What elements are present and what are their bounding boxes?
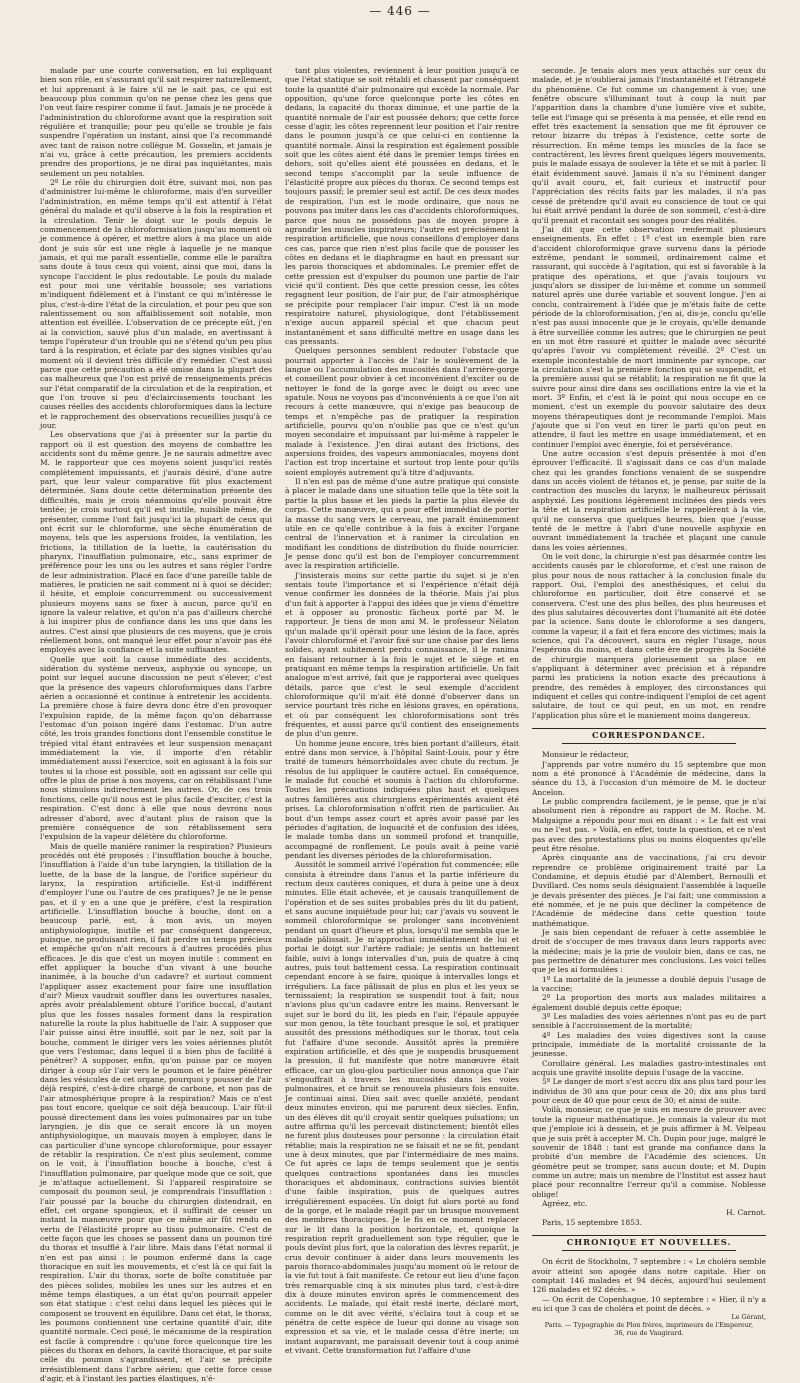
paragraph: Un homme jeune encore, très bien portant d'ailleurs, était entré dans mon service, à l'hôpital Saint-Louis, pour y être traité de tumeurs hémorrhoïdales avec chute du rectum. Je résolus de lui appliquer le cautère actuel. En conséquence, le malade fut couché et soumis à l'action du chloroforme. Toutes les précautions indiquées plus haut et quelques autres familières aux chirurgiens expérimentés avaient été prises. La chloroformisation n'offrit rien de particulier. Au bout d'un temps assez court et après avoir passé par les périodes d'agitation, de loquacité et de confusion des idées, le malade tomba dans un sommeil profond et tranquille, accompagné de ronflement. Le pouls avait à peine varié pendant les diverses périodes de la chloroformisation. xyxy=(285,738,519,860)
news-heading: CHRONIQUE ET NOUVELLES. xyxy=(566,1236,732,1247)
paragraph: On écrit de Stockholm, 7 septembre : « Le choléra semble avoir atteint son apogée dans notre capitale. Hier on comptait 146 malades et 94 décès, aujourd'hui seulement 126 malades et 92 décès. » xyxy=(532,1257,766,1295)
paragraph: tant plus violentes, reviennent à leur position jusqu'à ce que l'état statique se soit rétabli et chassent par conséquent toute la quantité d'air pulmonaire qui excède la normale. Par opposition, qu'une force quelconque porte les côtes en dedans, la capacité du thorax diminue, et une partie de la quantité normale de l'air est poussée dehors; que cette force cesse d'agir, les côtes reprennent leur position et l'air rentre dans le poumon jusqu'à ce que celui-ci en contienne la quantité normale. Ainsi la respiration est également possible soit que les côtes aient été dans le premier temps tirées en dehors, soit qu'elles aient été poussées en dedans, et le second temps s'accomplit par la seule influence de l'élasticité propre aux pièces du thorax. Ce second temps est toujours passif; le premier seul est actif. De ces deux modes de respiration, l'un est le mode ordinaire, que nous ne pouvons pas imiter dans les cas d'accidents chloroformiques, parce que nous ne possédons pas de moyen propre à agrandir les muscles inspirateurs; l'autre est précisément la respiration artificielle, que nous conseillons d'employer dans ces cas, parce que rien n'est plus facile que de pousser les côtes en dedans et le diaphragme en haut en pressant sur les parois thoraciques et abdominales. Le premier effet de cette pression est d'expulser du poumon une partie de l'air vicié qu'il contient. Dès que cette pression cesse, les côtes regagnent leur position, de l'air pur, de l'air atmosphérique se précipite pour remplacer l'air impur. C'est là un mode respiratoire naturel, physiologique, dont l'établissement n'exige aucun appareil spécial et que chacun peut instantanément et sans difficulté mettre en usage dans les cas pressants. xyxy=(285,66,519,346)
paragraph: On le voit donc, la chirurgie n'est pas désarmée contre les accidents causés par le chloroforme, et c'est une raison de plus pour nous de nous rattacher à la conclusion finale du rapport. Oui, l'emploi des anesthésiques, et celui du chloroforme en particulier, doit être conservé et se conservera. C'est une des plus belles, des plus heureuses et des plus salutaires découvertes dont l'humanité ait été dotée par la science. Sans doute le chloroforme a ses dangers, comme la vapeur, il a fait et fera encore des victimes; mais la science, qui l'a découvert, saura en régler l'usage, nous l'espérons du moins, et dans cette ère de progrès la Société de chirurgie marquera glorieusement sa place en s'appliquant à déterminer avec précision et à répandre parmi les praticiens la notion exacte des précautions à prendre, des remèdes à employer, des circonstances qui indiquent et celles qui contre-indiquent l'emploi de cet agent salutaire, de tout ce qui peut, en un mot, en rendre l'application plus sûre et le maniement moins dangereux. xyxy=(532,551,766,720)
column-left xyxy=(40,66,272,1383)
paragraph: J'apprends par votre numéro du 15 septembre que mon nom a été prononcé à l'Académie de médecine, dans la séance du 13, à l'occasion d'un mémoire de M. le docteur Ancelon. xyxy=(532,759,766,797)
paragraph: Aussitôt le sommeil arrivé l'opération fut commencée; elle consista à étreindre dans l'anus et la partie inférieure du rectum deux cautères coniques, et dura à peine une à deux minutes. Elle était achevée, et je causais tranquillement de l'opération et de ses suites probables près du lit du patient, et sans aucune inquiétude pour lui; car j'avais vu souvent le sommeil chloroformique se prolonger sans inconvénient pendant un quart d'heure et plus, lorsqu'il me sembla que le malade pâlissait. Je m'approchai immédiatement de lui et portai le doigt sur l'artère radiale; je sentis un battement faible, suivi à longs intervalles d'un, puis de quatre à cinq autres, puis tout battement cessa. La respiration continuait cependant encore à se faire, quoique à intervalles longs et irréguliers. La face pâlissait de plus en plus et les yeux se ternissaient; la respiration se suspendit tout à fait; nous n'avions plus qu'un cadavre entre les mains. Renversant le sujet sur le bord du lit, les pieds en l'air, l'épaule appuyée sur mon genou, la tête touchant presque le sol, et pratiquer aussitôt des pressions méthodiques sur le thorax, tout cela fut l'affaire d'une seconde. Aussitôt après la première expiration artificielle, et dès que je suspendis brusquement la pression, il fut manifeste que notre manœuvre était efficace, car un glou-glou particulier nous annonça que l'air s'engouffrait à travers les mucosités dans les voies pulmonaires, et ce bruit se renouvela plusieurs fois ensuite. Je continuai ainsi. Dieu sait avec quelle anxiété, pendant deux minutes environ, qui me parurent deux siècles. Enfin, un des élèves dit qu'il croyait sentir quelques pulsations; un autre affirma qu'il les percevait distinctement; bientôt elles ne furent plus douteuses pour personne : la circulation était rétablie; mais la respiration ne se faisait et ne se fit, pendant une à deux minutes, que par l'intermédiaire de mes mains. Ce fut après ce laps de temps seulement que je sentis quelques contractions spontanées dans les muscles thoraciques et abdominaux, contractions suivies bientôt d'une faible inspiration, puis de quelques autres irrégulièrement espacées. Un doigt fut alors porté au fond de la gorge, et le malade réagit par un brusque mouvement des membres thoraciques. Je le fis en ce moment replacer sur le lit dans la position horizontale, et, quoique la respiration reprît graduellement son type régulier, que le pouls devînt plus fort, que la coloration des lèvres reparût, je crus devoir continuer à aider dans leurs mouvements les parois thoraco-abdominales jusqu'au moment où le retour de la vie fut tout à fait manifeste. Ce retour eut lieu d'une façon très remarquable cinq à six minutes plus tard, c'est-à-dire dix à douze minutes environ après le commencement des accidents. Le malade, qui était resté inerte, déclaré mort, comme on le dit avec vérité, s'éclaira tout à coup et se pénétra de cette espèce de lueur qui donne au visage son expression et sa vie, et le malade cessa d'être inerte; un instant auparavant, me paraissait devenir tout à coup animé et vivant. Cette transformation fut l'affaire d'une xyxy=(285,860,519,1356)
section-divider xyxy=(532,728,766,729)
heading-underline xyxy=(562,1250,736,1251)
paragraph: J'insisterais moins sur cette partie du sujet si je n'en sentais toute l'importance et si l'expérience n'était déjà venue confirmer les données de la théorie. Mais j'ai plus d'un fait à apporter à l'appui des idées que je viens d'émettre et à opposer au pronostic fâcheux porté par M. le rapporteur. Je tiens de mon ami M. le professeur Nélaton qu'un malade qu'il opérait pour une lésion de la face, après l'avoir chloroformé et l'avoir fixé sur une chaise par des liens solides, ayant subitement perdu connaissance, il le ranima en faisant retourner à la fois le sujet et le siège et en pratiquant en même temps la respiration artificielle. Un fait analogue m'est arrivé, fait que je rapporterai avec quelques détails, parce que c'est le seul exemple d'accident chloroformique qu'il m'ait été donné d'observer dans un service pourtant très riche en lésions graves, en opérations, et où par conséquent les chloroformisations sont très fréquentes, et aussi parce qu'il contient des enseignements de plus d'un genre. xyxy=(285,570,519,739)
paragraph: Les observations que j'ai à présenter sur la partie du rapport où il est question des moyens de combattre les accidents sont du même genre. Je ne saurais admettre avec M. le rapporteur que ces moyens soient jusqu'ici restés complètement impuissants, et j'aurais désiré, d'une autre part, que leur valeur comparative fût plus exactement déterminée. Sans doute cette détermination présente des difficultés, mais je crois néanmoins qu'elle pouvait être tentée; je crois surtout qu'il est inutile, nuisible même, de présenter, comme l'ont fait jusqu'ici la plupart de ceux qui ont écrit sur le chloroforme, une sèche énumération de moyens, tels que les aspersions froides, la ventilation, les frictions, la titillation de la luette, la cautérisation du pharynx, l'insufflation pulmonaire, etc., sans exprimer de préférence pour les uns ou les autres et sans régler l'ordre de leur administration. Placé en face d'une pareille table de matières, le praticien ne sait comment ni à quoi se décider; il hésite, et emploie concurremment ou successivement plusieurs moyens sans se fixer à aucun, parce qu'il en ignore la valeur relative, et qu'on n'a pas d'ailleurs cherché à lui inspirer plus de confiance dans les uns que dans les autres. C'est ainsi que plusieurs de ces moyens, que je crois réellement bons, ont manqué leur effet pour n'avoir pas été employés avec la confiance et la suite suffisantes. xyxy=(40,430,272,655)
signature: H. Carnot. xyxy=(726,1208,766,1218)
paragraph: Quelques personnes semblent redouter l'obstacle que pourrait apporter à l'accès de l'air le soulèvement de la langue ou l'accumulation des mucosités dans l'arrière-gorge et conseillent pour obvier à cet inconvénient d'exciter ou de nettoyer le fond de la gorge avec le doigt ou avec une spatule. Nous ne voyons pas d'inconvénients à ce que l'on ait recours à cette manœuvre, qui n'exige pas beaucoup de temps et n'empêche pas de pratiquer la respiration artificielle, pourvu qu'on n'oublie pas que ce n'est qu'un moyen secondaire et impuissant par lui-même à rappeler le malade à l'existence. J'en dirai autant des frictions, des aspersions froides, des vapeurs ammoniacales, moyens dont l'action est trop incertaine et surtout trop lente pour qu'ils soient employés autrement qu'à titre d'adjuvants. xyxy=(285,346,519,477)
column-middle xyxy=(285,66,519,1356)
column-right xyxy=(532,66,766,1338)
paragraph: malade par une courte conversation, en lui expliquant bien son rôle, en s'assurant qu'il sait respirer naturellement, et lui apprenant à le faire s'il ne le sait pas, ce qui est beaucoup plus commun qu'on ne pense chez les gens que l'on veut faire respirer comme il faut. Jamais je ne procède à l'administration du chloroforme avant que la respiration soit régulière et tranquille; pour peu qu'elle se trouble je fais suspendre l'opération un instant, ainsi que l'a recommandé avec tant de raison notre collègue M. Gosselin, et jamais je n'ai vu, grâce à cette précaution, les premiers accidents prendre des proportions, je ne dirai pas inquiétantes, mais seulement un peu notables. xyxy=(40,66,272,178)
place-date: Paris, 15 septembre 1853. xyxy=(542,1217,643,1227)
page-number: — 446 — xyxy=(369,4,431,18)
printer-address: 36, rue de Vaugirard. xyxy=(614,1329,684,1338)
heading-underline xyxy=(562,743,736,744)
correspondence-heading: CORRESPONDANCE. xyxy=(592,730,706,741)
paragraph: Quelle que soit la cause immédiate des accidents, sidération du système nerveux, asphyxie ou syncope, un point sur lequel aucune discussion ne peut s'élever, c'est que la présence des vapeurs chloroformiques dans l'arbre aérien a occasionné et continue à entretenir les accidents. La première chose à faire devra donc être d'en provoquer l'expulsion rapide, de la même façon qu'on débarrasse l'estomac d'un poison ingéré dans l'estomac. D'un autre côté, les trois grandes fonctions dont l'ensemble constitue le trépied vital étant entravées et leur suspension menaçant immédiatement la vie, il importe d'en rétablir immédiatement aussi l'exercice, soit en agissant à la fois sur toutes si la chose est possible, soit en agissant sur celle qui offre le plus de prise à nos moyens, car on rétablissant l'une nous stimulons indirectement les autres. Or, de ces trois fonctions, celle qu'il nous est le plus facile d'exciter, c'est la respiration. C'est donc à elle que nous devrons nous adresser d'abord, avec d'autant plus de raison que la première conséquence de son rétablissement sera l'expulsion de la vapeur délétère du chloroforme. xyxy=(40,654,272,842)
section-divider xyxy=(532,1235,766,1236)
gerant-label: Le Gérant, xyxy=(731,1313,766,1322)
paragraph: 2º La proportion des morts aux malades militaires a également doublé depuis cette époque; xyxy=(532,993,766,1012)
paragraph: Corollaire général. Les maladies gastro-intestinales ont acquis une gravité insolite depuis l'usage de la vaccine. xyxy=(532,1058,766,1078)
paragraph: 4º Les maladies des voies digestives sont la cause principale, immédiate de la mortalité croissante de la jeunesse. xyxy=(532,1030,766,1059)
paragraph: seconde. Je tenais alors mes yeux attachés sur ceux du malade, et je n'oublierai jamais l'instantanéité et l'étrangeté du phénomène. Ce fut comme un changement à vue; une fenêtre obscure s'illuminant tout à coup la nuit par l'apparition dans la chambre d'une lumière vive et subite, telle est l'image qui se présenta à ma pensée, et elle rend en effet très exactement la sensation que me fit éprouver ce retour bizarre du trépas à l'existence, cette sorte de résurrection. En même temps les muscles de la face se contractèrent, les lèvres firent quelques légers mouvements, puis le malade essaya de soulever la tête et se mit à parler. Il était évidemment sauvé. Jamais il n'a su l'éminent danger qu'il avait couru, et, fait curieux et instructif pour l'appréciation des récits faits par les malades, il n'a pas cessé de prétendre qu'il avait eu conscience de tout ce qui lui était arrivé pendant la durée de son sommeil, c'est-à-dire qu'il prenait et racontait ses songes pour des réalités. xyxy=(532,66,766,225)
paragraph: J'ai dit que cette observation renfermait plusieurs enseignements. En effet : 1º c'est un exemple bien rare d'accident chloroformique grave survenu dans la période extrême, pendant le sommeil, ordinairement calme et rassurant, qui succède à l'agitation, qui est si favorable à la pratique des opérations, et que j'avais toujours vu jusqu'alors se dissiper de lui-même et comme un sommeil naturel après une durée variable et souvent longue. J'en ai conclu, contrairement à l'idée que je m'étais faite de cette période de la chloroformisation, j'en ai, dis-je, conclu qu'elle n'est pas aussi innocente que je le croyais, qu'elle demande à être surveillée comme les autres; que le chirurgien ne peut en un mot être rassuré et quitter le malade avec sécurité qu'après l'avoir vu complètement réveillé. 2º C'est un exemple incontestable de mort imminente par syncope, car la circulation s'est la première fonction qui se suspendit, et la première aussi qui se rétablit; la respiration ne fit que la suivre pour ainsi dire dans ses oscillations entre la vie et la mort. 3º Enfin, et c'est là le point qui nous occupe en ce moment, c'est un exemple du pouvoir salutaire des deux moyens thérapeutiques dont je recommande l'emploi. Mais j'ajoute que si l'on veut en tirer le parti qu'on peut en attendre, il faut les mettre en usage immédiatement, et en continuer l'emploi avec énergie, foi et persévérance. xyxy=(532,224,766,449)
paragraph: — On écrit de Copenhague, 10 septembre : « Hier, il n'y a eu ici que 3 cas de choléra et point de décès. » xyxy=(532,1294,766,1313)
paragraph: 1º La mortalité de la jeunesse a doublé depuis l'usage de la vaccine; xyxy=(532,974,766,993)
paragraph: Je sais bien cependant de refuser à cette assemblée le droit de s'occuper de mes travaux dans leurs rapports avec la médecine; mais je la prie de vouloir bien, dans ce cas, ne pas permettre de dénaturer mes conclusions. Les voici telles que je les ai formulées : xyxy=(532,927,766,975)
paragraph: Mais de quelle manière ranimer la respiration? Plusieurs procédés ont été proposés : l'insufflation bouche à bouche, l'insufflation à l'aide d'un tube laryngien, la titillation de la luette, de la base de la langue, de l'orifice supérieur du larynx, la respiration artificielle. Est-il indifférent d'employer l'une ou l'autre de ces pratiques? Je ne le pense pas, et il y en a une que je préfère, c'est la respiration artificielle. L'insufflation bouche à bouche, dont on a beaucoup parlé, est, à mon avis, un moyen antiphysiologique, inutile et par conséquent dangereux, puisque, ne produisant rien, il fait perdre un temps précieux et empêche qu'on n'ait recours à d'autres procédés plus efficaces. Je dis que c'est un moyen inutile : comment en effet appliquer la bouche d'un vivant à une bouche inanimée, à la bouche d'un cadavre? et surtout comment l'appliquer assez exactement pour faire une insufflation d'air? Mieux vaudrait souffler dans les ouvertures nasales, après avoir préalablement obturé l'orifice buccal, d'autant plus que les fosses nasales forment dans la respiration naturelle la route la plus habituelle de l'air. A supposer que l'air puisse ainsi être insufflé, soit par le nez, soit par la bouche, comment le diriger vers les voies aériennes plutôt que vers l'estomac, dans lequel il a bien plus de facilité à pénétrer? A supposer, enfin, qu'on puisse par ce moyen diriger à coup sûr l'air vers le poumon et le faire pénétrer dans les vésicules de cet organe, pourquoi y pousser de l'air déjà respiré, c'est-à-dire chargé de carbone, et non pas de l'air atmosphérique propre à la respiration? Mais ce n'est pas tout encore, quelque ce soit déjà beaucoup. L'air fût-il poussé directement dans les voies pulmonaires par un tube laryngien, je dis que ce serait encore là un moyen antiphysiologique, un mauvais moyen à employer, dans le cas particulier d'une syncope chloroformique, pour essayer de rétablir la respiration. Ce n'est plus seulement, comme on le voit, à l'insufflation bouche à bouche, c'est à l'insufflation pulmonaire, par quelque mode que ce soit, que je m'attaque actuellement. Si l'appareil respiratoire se composait du poumon seul, je comprendrais l'insufflation : l'air poussé par la bouche du chirurgien distendrait, en effet, cet organe spongieux, et il suffirait de cesser un instant la manœuvre pour que ce même air fût rendu en vertu de l'élasticité propre au tissu pulmonaire. C'est de cette façon que les choses se passent dans un poumon tiré du thorax et insufflé à l'air libre. Mais dans l'état normal il n'en est pas ainsi : le poumon enfermé dans la cage thoracique en suit les mouvements, et c'est là ce qui fait la respiration. L'air du thorax, sorte de boîte constituée par des pièces solides, mobiles les unes sur les autres et en même temps élastiques, a un état qu'on pourrait appeler son état statique : c'est celui dans lequel les pièces qui le composent se trouvent en équilibre. Dans cet état, le thorax, les poumons contiennent une certaine quantité d'air, dite quantité normale. Ceci posé, le mécanisme de la respiration est facile à comprendre : qu'une force quelconque tire les pièces du thorax en dehors, la cavité thoracique, et par suite celle du poumon s'agrandissent, et l'air se précipite irrésistiblement dans l'arbre aérien; que cette force cesse d'agir, et à l'instant les parties élastiques, n'é- xyxy=(40,841,272,1383)
paragraph: Après cinquante ans de vaccinations, j'ai cru devoir reprendre ce problème originairement traité par La Condamine, et depuis étudié par d'Alembert, Bernoulli et Duvillard. Ces noms seuls désignaient l'assemblée à laquelle je devais présenter des pièces. Je l'ai fait; une commission a été nommée, et je ne puis que décliner la compétence de l'Académie de médecine dans cette question toute mathématique. xyxy=(532,853,766,928)
salutation: Monsieur le rédacteur, xyxy=(542,750,629,760)
printer-line: Paris. — Typographie de Plon frères, imprimeurs de l'Empereur, xyxy=(544,1321,754,1330)
paragraph: 2º Le rôle du chirurgien doit être, suivant moi, non pas d'administrer lui-même le chloroforme, mais d'en surveiller l'administration, en même temps qu'il est attentif à l'état général du malade et qu'il observe à la fois la respiration et la circulation. Tenir le doigt sur le pouls depuis le commencement de la chloroformisation jusqu'au moment où je commence à opérer, et mettre alors à ma place un aide dont je suis sûr est une règle à laquelle je ne manque jamais, et qui me paraît essentielle, comme elle le paraîtra sans doute à tous ceux qui voient, ainsi que moi, dans la syncope l'accident le plus redoutable. Le pouls du malade est pour moi une véritable boussole; ses variations m'indiquent fidèlement et à l'instant ce qui m'intéresse le plus, c'est-à-dire l'état de la circulation, et pour peu que son ralentissement ou son affaiblissement soit notable, mon attention est éveillée. L'observation de ce précepte eût, j'en ai la conviction, sauvé plus d'un malade, en avertissant à temps l'opérateur d'un trouble qui ne s'étend qu'un peu plus tard à la respiration, et éclate par des signes visibles qu'au moment où il devient très difficile d'y remédier. C'est aussi parce que cette précaution a été omise dans la plupart des cas malheureux que l'on est privé de renseignements précis sur l'état comparatif de la circulation et de la respiration, et que l'on trouve si peu d'éclaircissements touchant les causes réelles des accidents chloroformiques dans la lecture et le rapprochement des observations recueillies jusqu'à ce jour. xyxy=(40,178,272,431)
paragraph: 5º Le danger de mort s'est accru dix ans plus tard pour les individus de 30 ans que pour ceux de 20; dix ans plus tard pour ceux de 40 que pour ceux de 30; et ainsi de suite. xyxy=(532,1077,766,1106)
paragraph: Une autre occasion s'est depuis présentée à moi d'en éprouver l'efficacité. Il s'agissait dans ce cas d'un malade chez qui les grandes fonctions venaient de se suspendre dans un accès violent de tétanos et, je pense, par suite de la contraction des muscles du larynx; le malheureux périssait asphyxié. Les positions légèrement inclinées des pieds vers la tête et la respiration artificielle le rappelèrent à la vie, qu'il ne conserva que quelques heures, bien que j'eusse tenté de le mettre à l'abri d'une nouvelle asphyxie en ouvrant immédiatement la trachée et plaçant une canule dans les voies aériennes. xyxy=(532,449,766,552)
paragraph: Voilà, monsieur, ce que je suis en mesure de prouver avec toute la rigueur mathématique. Je connais la valeur du mot que j'emploie ici à dessein, et je puis affirmer à M. Velpeau que je suis prêt à accepter M. Ch. Dupin pour juge, malgré le souvenir de 1848 : tant est grande ma confiance dans la probité d'un membre de l'Académie des sciences. Un géomètre peut se tromper, sans aucun doute; et M. Dupin comme un autre; mais un membre de l'Institut est assez haut placé pour reconnaître l'erreur qu'il a commise. Noblesse oblige! xyxy=(532,1105,766,1199)
paragraph: Il n'en est pas de même d'une autre pratique qui consiste à placer le malade dans une situation telle que la tête soit la partie la plus basse et les pieds la partie la plus élevée du corps. Cette manœuvre, qui a pour effet immédiat de porter la masse du sang vers le cerveau, me paraît éminemment utile en ce qu'elle contribue à la fois à exciter l'organe central de l'innervation et à ranimer la circulation en modifiant les conditions de distribution du fluide nourricier. Je pense donc qu'il est bon de l'employer concurremment avec la respiration artificielle. xyxy=(285,477,519,571)
paragraph: 3º Les maladies des voies aériennes n'ont pas eu de part sensible à l'accroissement de la mortalité; xyxy=(532,1012,766,1031)
paragraph: Le public comprendra facilement, je le pense, que je n'ai absolument rien à répondre au rapport de M. Roche. M. Malgaigne a répondu pour moi en disant : « Le fait est vrai ou ne l'est pas. » Voilà, en effet, toute la question, et ce n'est pas avec des protestations plus ou moins éloquentes qu'elle peut être résolue. xyxy=(532,797,766,853)
closing: Agréez, etc. xyxy=(542,1198,588,1208)
